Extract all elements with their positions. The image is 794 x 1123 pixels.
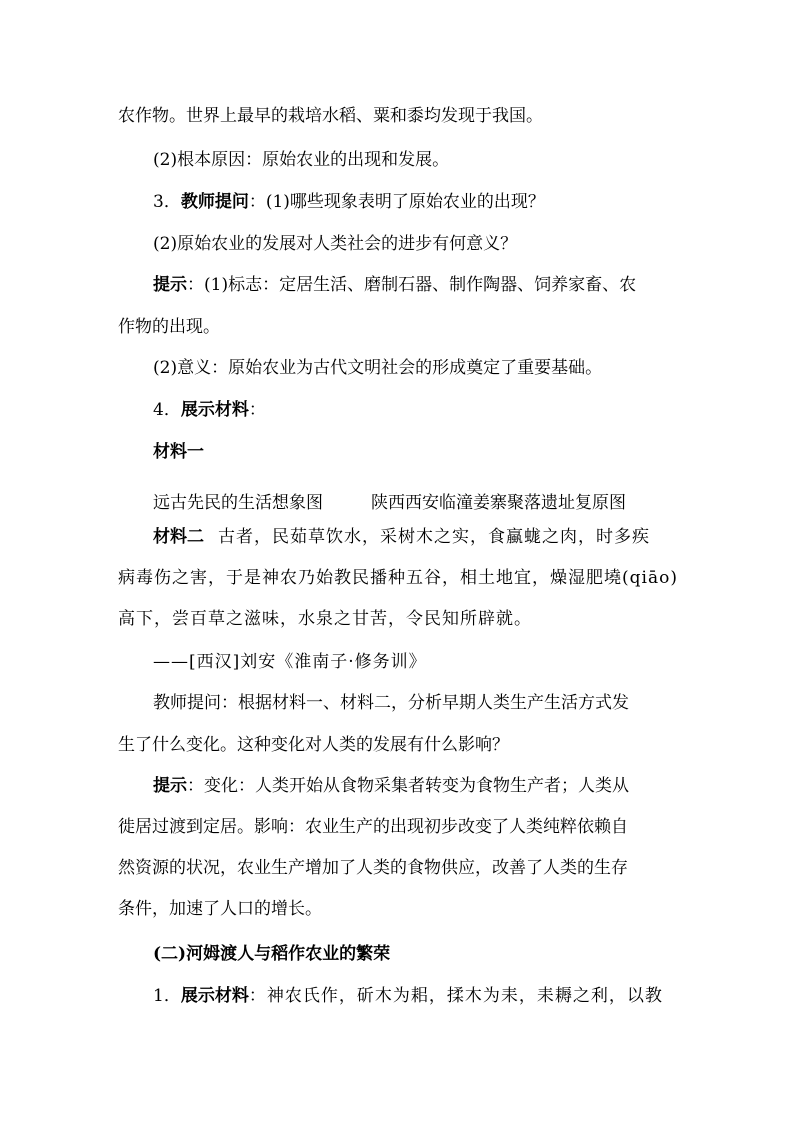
caption-jiangzhai-site: 陕西西安临潼姜寨聚落遗址复原图 [371, 493, 626, 513]
paragraph-line: 农作物。世界上最早的栽培水稻、粟和黍均发现于我国。 [118, 106, 543, 126]
quote-text: 古者，民茹草饮水，采树木之实，食蠃蛖之肉，时多疾 [218, 527, 650, 547]
paragraph-line: (2)根本原因：原始农业的出现和发展。 [153, 150, 450, 170]
hint-label: 提示 [153, 776, 187, 796]
hint-line [153, 774, 629, 798]
paragraph-line: 条件，加速了人口的增长。 [118, 899, 322, 919]
question-text: ：(1)哪些现象表明了原始农业的出现？ [248, 192, 545, 212]
hint-label: 提示 [153, 275, 187, 295]
question-text: ：根据材料一、材料二，分析早期人类生产生活方式发 [221, 693, 629, 713]
quote-line: 病毒伤之害，于是神农乃始教民播种五谷，相土地宜，燥湿肥墝(qiāo) [118, 568, 678, 588]
show-material-label: 展示材料 [180, 986, 249, 1006]
caption-ancient-life: 远古先民的生活想象图 [153, 493, 323, 513]
item-number: 3． [153, 192, 181, 212]
paragraph-line: (2)意义：原始农业为古代文明社会的形成奠定了重要基础。 [153, 358, 603, 378]
teacher-question-label: 教师提问 [153, 693, 221, 713]
paragraph-line: 然资源的状况，农业生产增加了人类的食物供应，改善了人类的生存 [118, 858, 628, 878]
teacher-question-line [153, 691, 629, 715]
paragraph-line: 生了什么变化。这种变化对人类的发展有什么影响？ [118, 735, 509, 755]
item-number: 4． [153, 400, 181, 420]
hint-text: ：(1)标志：定居生活、磨制石器、制作陶器、饲养家畜、农 [187, 275, 637, 295]
hint-text: ：变化：人类开始从食物采集者转变为食物生产者；人类从 [187, 776, 629, 796]
paragraph-line: (2)原始农业的发展对人类社会的进步有何意义？ [153, 234, 518, 254]
section-heading: (二)河姆渡人与稻作农业的繁荣 [153, 944, 391, 964]
image-captions [153, 491, 626, 515]
hint-line [153, 273, 636, 297]
material-heading [153, 984, 663, 1008]
colon: ： [248, 400, 266, 420]
item-number: 1． [153, 986, 181, 1006]
quote-source: ——[西汉]刘安《淮南子·修务训》 [153, 652, 427, 672]
teacher-question-label: 教师提问 [180, 192, 249, 212]
quote-line: 高下，尝百草之滋味，水泉之甘苦，令民知所辟就。 [118, 609, 532, 629]
paragraph-line: 作物的出现。 [118, 317, 220, 337]
material-two-label: 材料二 [153, 527, 204, 547]
material-two-line [153, 525, 650, 549]
question-heading [153, 190, 545, 214]
material-one-label: 材料一 [153, 442, 204, 462]
show-material-label: 展示材料 [180, 400, 249, 420]
paragraph-line: 徙居过渡到定居。影响：农业生产的出现初步改变了人类纯粹依赖自 [118, 817, 628, 837]
material-heading [153, 398, 266, 422]
quote-text: ：神农氏作，斫木为耜，揉木为耒，耒耨之利，以教 [248, 986, 663, 1006]
